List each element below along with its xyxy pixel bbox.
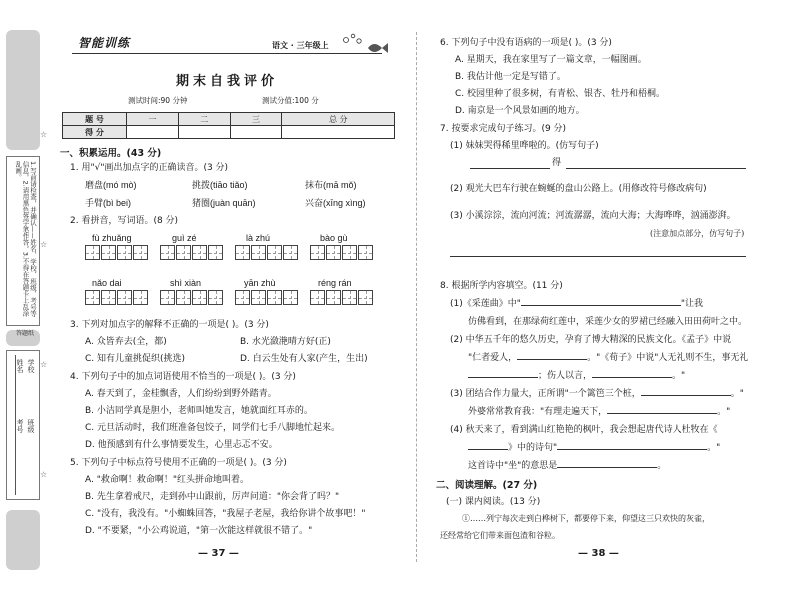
q8-part-4-line2 (468, 443, 720, 454)
q6-option-b[interactable]: B. 我估计他一定是写错了。 (455, 72, 566, 82)
score-input-cell[interactable] (282, 126, 395, 139)
writing-grid[interactable] (235, 290, 299, 305)
q2-pinyin: bào gù (320, 233, 348, 243)
writing-grid[interactable] (85, 245, 149, 260)
q1-item: 抹布(mā mǒ) (305, 180, 357, 190)
q8-part-3-line2 (468, 407, 730, 418)
strip-label: 答题纸 (16, 330, 35, 337)
grid-cell[interactable] (267, 290, 282, 305)
score-table (62, 112, 395, 139)
grid-cell[interactable] (251, 290, 266, 305)
q3-option-a[interactable]: A. 众皆弃去(全，都) (85, 337, 167, 347)
reading-passage-line1: ①……列宁每次走到白桦树下，都要停下来，仰望这三只欢快的灰雀， (462, 514, 710, 523)
student-fields (6, 350, 40, 500)
score-table-score-row (63, 126, 395, 139)
q8-2-blank[interactable] (468, 377, 538, 378)
q3-option-d[interactable]: D. 白云生处有人家(产生，生出) (240, 354, 368, 364)
q8-3-blank[interactable] (607, 413, 717, 414)
q5-option-c[interactable]: C. "没有，我没有。"小蜘蛛回答，"我屋子老屋，我给你讲个故事吧！" (85, 509, 366, 519)
q8-4-text-e: 。 (657, 461, 667, 471)
score-cell: 题 号 (63, 113, 127, 126)
q8-2-text-a: (2) 中华五千年的悠久历史，孕育了博大精深的民族文化。《孟子》中说 (450, 335, 732, 345)
grid-cell[interactable] (176, 245, 191, 260)
q1-item: 挑拨(tiāo tiǎo) (192, 180, 248, 190)
writing-grid[interactable] (235, 245, 299, 260)
grid-cell[interactable] (267, 245, 282, 260)
q8-4-blank[interactable] (468, 449, 508, 450)
q2-pinyin: guì zé (172, 233, 197, 243)
writing-grid[interactable] (160, 290, 224, 305)
strip-grey-mid (6, 330, 40, 346)
q8-1-text-c: 仿佛看到，在那绿荷红莲中，采莲少女的罗裙已经融入田田荷叶之中。 (468, 317, 748, 327)
grade-label: 语文 · 三年级上 (272, 41, 329, 50)
q2-pinyin: fù zhuǎng (92, 233, 132, 243)
answer-line[interactable] (470, 168, 550, 169)
grid-cell[interactable] (342, 290, 357, 305)
grid-cell[interactable] (310, 245, 325, 260)
question-6: 6. 下列句子中没有语病的一项是( )。(3 分) (440, 38, 612, 48)
grid-cell[interactable] (192, 290, 207, 305)
q7-part-3-note: (注意加点部分，仿写句子) (650, 229, 745, 238)
q7-part-1-answer-word: 得 (552, 158, 562, 168)
q8-2-blank[interactable] (592, 377, 672, 378)
field-school: 学校 (27, 359, 35, 373)
section-2-part-1: (一) 课内阅读。(13 分) (446, 497, 541, 507)
page-divider (416, 32, 417, 562)
q6-option-c[interactable]: C. 校园里种了很多树，有青松、银杏、牡丹和梧桐。 (455, 89, 666, 99)
field-name: 姓名 (16, 359, 24, 373)
q4-option-d[interactable]: D. 他预感到有什么事情要发生，心里忐忑不安。 (85, 440, 278, 450)
bubbles-fish-icon (340, 30, 390, 58)
q8-part-4-line3 (468, 461, 666, 472)
q8-part-3-line1 (450, 389, 744, 400)
question-5: 5. 下列句子中标点符号使用不正确的一项是( )。(3 分) (70, 458, 287, 468)
q3-option-b[interactable]: B. 水光潋滟晴方好(正) (240, 337, 331, 347)
section-2-heading: 二、阅读理解。(27 分) (436, 480, 538, 491)
instructions-box (6, 156, 40, 326)
score-cell: 一 (127, 113, 179, 126)
q8-2-text-e: 。" (672, 371, 686, 381)
question-3: 3. 下列对加点字的解释不正确的一项是( )。(3 分) (70, 320, 269, 330)
grid-cell[interactable] (133, 290, 148, 305)
q8-2-text-d: ；伤人以言， (538, 371, 593, 381)
grid-cell[interactable] (358, 290, 373, 305)
q8-3-text-a: (3) 团结合作力量大，正所谓"一个篱笆三个桩， (450, 389, 641, 399)
score-table-header-row (63, 113, 395, 126)
grid-cell[interactable] (208, 290, 223, 305)
page-number-left: — 37 — (198, 548, 239, 559)
grid-cell[interactable] (326, 290, 341, 305)
q6-option-d[interactable]: D. 南京是一个风景如画的地方。 (455, 106, 585, 116)
exam-title: 期末自我评价 (175, 74, 278, 89)
q1-item: 磨盘(mó mò) (85, 180, 137, 190)
q4-option-c[interactable]: C. 元旦活动时，我们班准备包饺子，同学们七手八脚地忙起来。 (85, 423, 341, 433)
brand-title: 智能训练 (78, 36, 131, 50)
grid-cell[interactable] (235, 245, 250, 260)
question-7: 7. 按要求完成句子练习。(9 分) (440, 124, 567, 134)
q8-1-text-b: "让我 (680, 299, 704, 309)
exam-time: 测试时间:90 分钟 (128, 96, 188, 105)
grid-cell[interactable] (160, 290, 175, 305)
q2-pinyin: shì xiàn (170, 278, 202, 288)
q5-option-d[interactable]: D. "不要紧，"小公鸡说道，"第一次能这样就很不错了。" (85, 526, 313, 536)
question-2: 2. 看拼音，写词语。(8 分) (70, 216, 179, 226)
q8-1-text-a: (1)《采莲曲》中" (450, 299, 521, 309)
section-1-heading: 一、积累运用。(43 分) (60, 148, 162, 159)
q2-pinyin: yān zhù (244, 278, 276, 288)
writing-grid[interactable] (160, 245, 224, 260)
q8-3-blank[interactable] (641, 395, 731, 396)
grid-cell[interactable] (283, 290, 298, 305)
q5-option-a[interactable]: A. "救命啊！救命啊！"红头拼命地叫着。 (85, 475, 250, 485)
strip-grey-bottom (6, 510, 40, 570)
q6-option-a[interactable]: A. 星期天，我在家里写了一篇文章，一幅图画。 (455, 55, 647, 65)
q8-2-text-c: 。"《荀子》中说"人无礼则不生，事无礼 (587, 353, 749, 363)
grid-cell[interactable] (101, 290, 116, 305)
writing-grid[interactable] (310, 290, 374, 305)
q8-4-text-d: 这首诗中"坐"的意思是 (468, 461, 558, 471)
grid-cell[interactable] (176, 290, 191, 305)
grid-cell[interactable] (133, 245, 148, 260)
grid-cell[interactable] (310, 290, 325, 305)
grid-cell[interactable] (251, 245, 266, 260)
q8-2-blank[interactable] (517, 359, 587, 360)
q7-part-3: (3) 小溪淙淙，流向河流；河流潺潺，流向大海；大海哗哗，汹涌澎湃。 (450, 211, 736, 221)
grid-cell[interactable] (192, 245, 207, 260)
question-1: 1. 用"√"画出加点字的正确读音。(3 分) (70, 163, 229, 173)
grid-cell[interactable] (85, 245, 100, 260)
grid-cell[interactable] (358, 245, 373, 260)
answer-line[interactable] (566, 168, 746, 169)
exam-full-score: 测试分值:100 分 (262, 96, 319, 105)
question-4: 4. 下列句子中的加点词语使用不恰当的一项是( )。(3 分) (70, 372, 296, 382)
q3-option-c[interactable]: C. 知有儿童挑促织(挑选) (85, 354, 186, 364)
q1-item: 手臂(bì bei) (85, 198, 132, 208)
q8-4-blank[interactable] (557, 449, 707, 450)
answer-line[interactable] (450, 256, 746, 257)
strip-grey-top (6, 30, 40, 150)
grid-cell[interactable] (117, 245, 132, 260)
field-number: 考号 (16, 419, 24, 433)
q8-4-text-a: (4) 秋天来了，看到满山红艳艳的枫叶，我会想起唐代诗人杜牧在《 (450, 425, 718, 435)
q8-4-blank[interactable] (557, 467, 657, 468)
q1-item: 兴奋(xīng xìng) (305, 198, 366, 208)
score-cell: 三 (230, 113, 282, 126)
grid-cell[interactable] (235, 290, 250, 305)
star-icon: ☆ (40, 130, 48, 139)
instructions-text: 1.写前请检查，并确认——姓名、学校、班级、考号等信息。2.请用黑色签字笔作答。3.不得在答题卡上乱涂乱画。 (14, 161, 37, 317)
q2-pinyin: nǎo dai (92, 278, 122, 288)
star-icon: ☆ (40, 470, 48, 479)
score-cell: 得 分 (63, 126, 127, 139)
q8-2-text-b: "仁者爱人， (468, 353, 518, 363)
binding-strip (0, 30, 46, 570)
q7-part-2: (2) 观光大巴车行驶在蜿蜒的盘山公路上。(用修改符号修改病句) (450, 184, 707, 194)
grid-cell[interactable] (326, 245, 341, 260)
score-input-cell[interactable] (127, 126, 179, 139)
field-class: 班级 (27, 419, 35, 433)
writing-grid[interactable] (310, 245, 374, 260)
grid-cell[interactable] (117, 290, 132, 305)
q8-part-2-line2 (468, 353, 748, 364)
q8-3-text-d: 。" (717, 407, 731, 417)
grid-cell[interactable] (283, 245, 298, 260)
grid-cell[interactable] (208, 245, 223, 260)
q4-option-b[interactable]: B. 小洁同学真是胆小，老师叫她发言，她就面红耳赤的。 (85, 406, 313, 416)
writing-grid[interactable] (85, 290, 149, 305)
header-rule (72, 53, 382, 54)
q8-4-text-b: 》中的诗句" (508, 443, 558, 453)
score-cell: 二 (178, 113, 230, 126)
field-line (15, 355, 16, 495)
grid-cell[interactable] (85, 290, 100, 305)
score-input-cell[interactable] (230, 126, 282, 139)
q8-part-2-line3 (468, 371, 685, 382)
q8-1-blank[interactable] (521, 305, 681, 306)
star-icon: ☆ (40, 360, 48, 369)
star-icon: ☆ (40, 240, 48, 249)
question-8: 8. 根据所学内容填空。(11 分) (440, 281, 563, 291)
grid-cell[interactable] (101, 245, 116, 260)
q8-3-text-c: 外婆常常教育我："有理走遍天下， (468, 407, 608, 417)
q5-option-b[interactable]: B. 先生拿着戒尺，走到孙中山跟前，厉声问道："你会背了吗？" (85, 492, 340, 502)
grid-cell[interactable] (342, 245, 357, 260)
score-input-cell[interactable] (178, 126, 230, 139)
grid-cell[interactable] (160, 245, 175, 260)
q8-4-text-c: 。" (707, 443, 721, 453)
q2-pinyin: réng rán (318, 278, 352, 288)
score-cell: 总 分 (282, 113, 395, 126)
q2-pinyin: là zhú (246, 233, 271, 243)
q1-item: 猪圈(juàn quān) (192, 198, 256, 208)
q8-part-1 (450, 299, 703, 310)
reading-passage-line2: 还经常给它们带来面包渣和谷粒。 (440, 531, 560, 540)
page-number-right: — 38 — (578, 548, 619, 559)
q8-3-text-b: 。" (730, 389, 744, 399)
q4-option-a[interactable]: A. 春天到了，金桂飘香，人们纷纷到野外踏青。 (85, 389, 277, 399)
q7-part-1: (1) 妹妹哭得稀里哗啦的。(仿写句子) (450, 141, 599, 151)
